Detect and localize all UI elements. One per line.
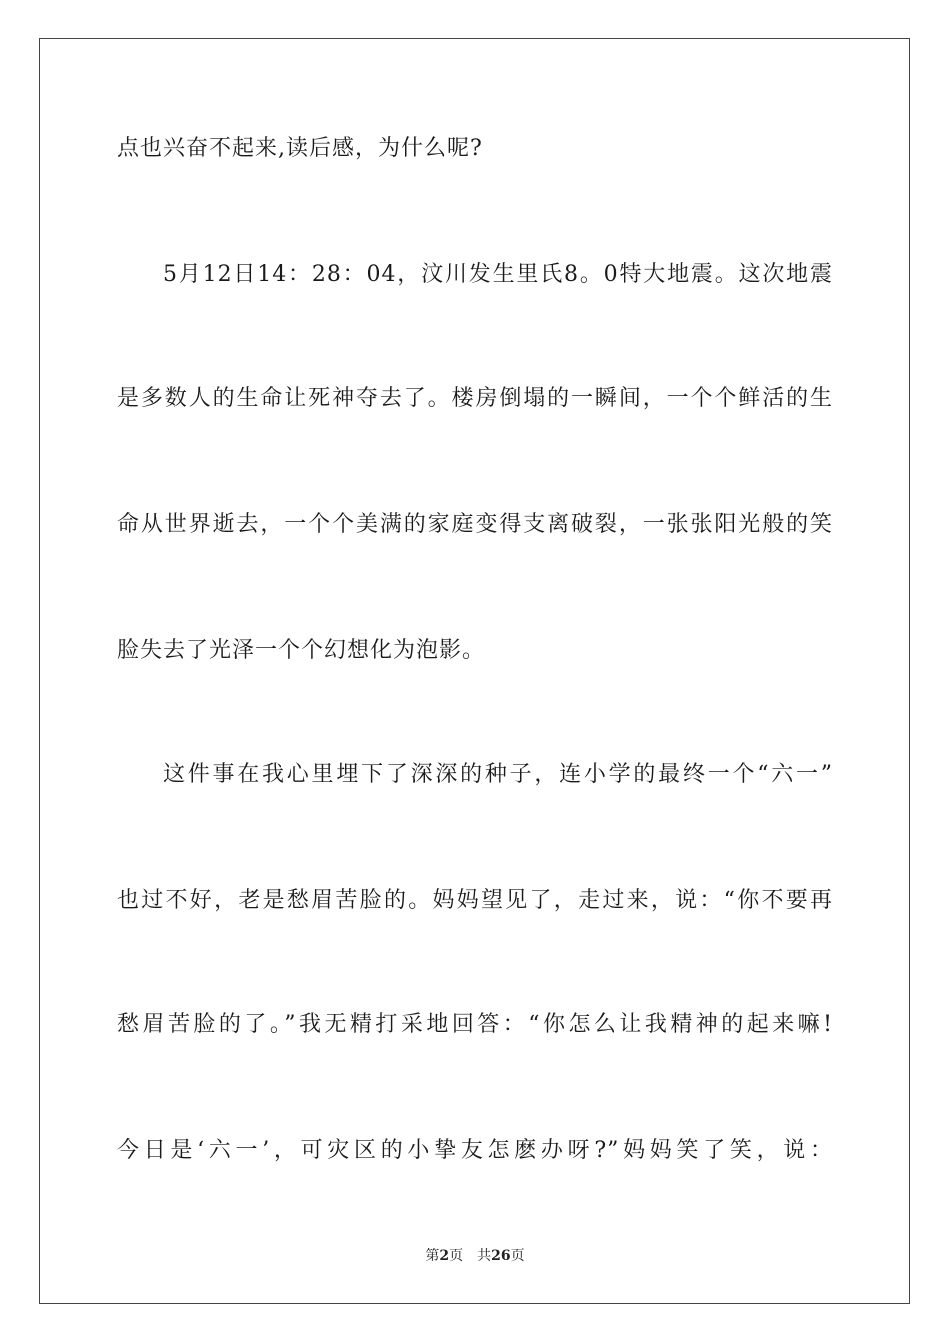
paragraph-line-1: 点也兴奋不起来,读后感，为什么呢? (117, 136, 483, 161)
paragraph-line-6: 这件事在我心里埋下了深深的种子，连小学的最终一个“六一” (163, 762, 833, 787)
total-suffix: 页 (510, 1248, 525, 1264)
page-suffix: 页 (449, 1248, 464, 1264)
page-border (39, 38, 910, 1304)
total-prefix: 共 (477, 1248, 492, 1264)
page-total: 26 (491, 1248, 511, 1264)
paragraph-line-9: 今日是‘六一’，可灾区的小挚友怎麽办呀?”妈妈笑了笑，说： (117, 1138, 833, 1163)
paragraph-line-4: 命从世界逝去，一个个美满的家庭变得支离破裂，一张张阳光般的笑 (117, 512, 833, 537)
paragraph-line-3: 是多数人的生命让死神夺去了。楼房倒塌的一瞬间，一个个鲜活的生 (117, 386, 833, 411)
paragraph-line-8: 愁眉苦脸的了。”我无精打采地回答：“你怎么让我精神的起来嘛! (117, 1012, 833, 1037)
page-prefix: 第 (425, 1248, 440, 1264)
paragraph-line-7: 也过不好，老是愁眉苦脸的。妈妈望见了，走过来，说：“你不要再 (117, 888, 833, 913)
page-current: 2 (439, 1248, 450, 1264)
paragraph-line-2: 5月12日14：28：04，汶川发生里氏8。0特大地震。这次地震 (163, 262, 833, 287)
paragraph-line-5: 脸失去了光泽一个个幻想化为泡影。 (117, 638, 486, 663)
page-number-footer (0, 1247, 950, 1265)
